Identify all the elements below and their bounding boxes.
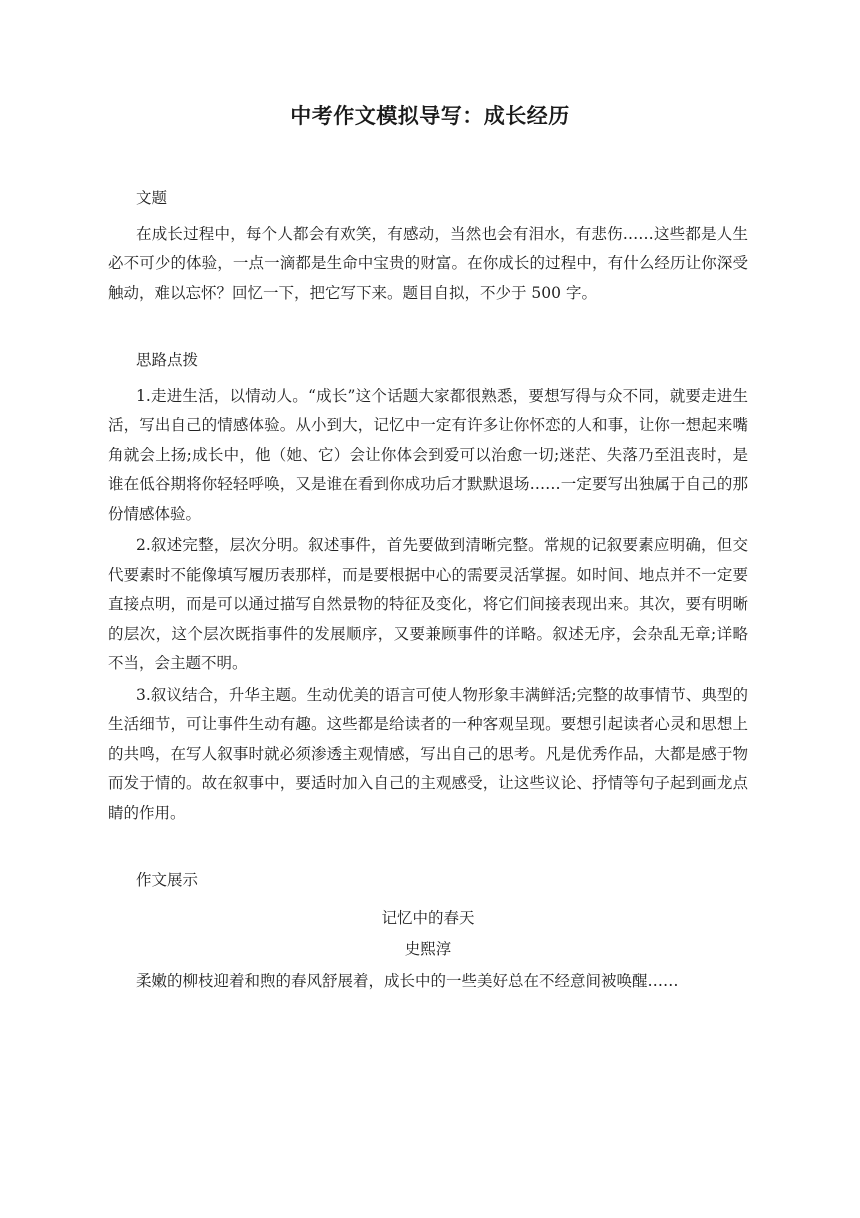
- section-heading-guidance: 思路点拨: [136, 351, 199, 369]
- prompt-body: 在成长过程中，每个人都会有欢笑，有感动，当然也会有泪水，有悲伤……这些都是人生必不可少的体验，一点一滴都是生命中宝贵的财富。在你成长的过程中，有什么经历让你深受触动，难以忘怀？回忆一下，把它写下来。题目自拟，不少于 500 字。: [108, 224, 748, 302]
- section-heading-prompt: 文题: [136, 189, 168, 207]
- essay-author: 史熙淳: [404, 940, 452, 958]
- section-spacer: [108, 308, 748, 346]
- guidance-point-2: 2.叙述完整，层次分明。叙述事件，首先要做到清晰完整。常规的记叙要素应明确，但交代要素时不能像填写履历表那样，而是要根据中心的需要灵活掌握。如时间、地点并不一定要直接点明，而是可以通过描写自然景物的特征及变化，将它们间接表现出来。其次，要有明晰的层次，这个层次既指事件的发展顺序，又要兼顾事件的详略。叙述无序，会杂乱无章;详略不当，会主题不明。: [108, 536, 748, 672]
- essay-title: 记忆中的春天: [381, 908, 475, 927]
- section-spacer: [108, 896, 748, 904]
- page-title: 中考作文模拟导写：成长经历: [290, 104, 570, 128]
- guidance-point-3: 3.叙议结合，升华主题。生动优美的语言可使人物形象丰满鲜活;完整的故事情节、典型的生活细节，可让事件生动有趣。这些都是给读者的一种客观呈现。要想引起读者心灵和思想上的共鸣，在写人叙事时就必须渗透主观情感，写出自己的思考。凡是优秀作品，大都是感于物而发于情的。故在叙事中，要适时加入自己的主观感受，让这些议论、抒情等句子起到画龙点睛的作用。: [108, 685, 748, 822]
- section-spacer: [108, 828, 748, 866]
- section-heading-essay: 作文展示: [136, 871, 199, 889]
- guidance-point-1: 1.走进生活，以情动人。“成长”这个话题大家都很熟悉，要想写得与众不同，就要走进生活，写出自己的情感体验。从小到大，记忆中一定有许多让你怀恋的人和事，让你一想起来嘴角就会上扬;成长中，他（她、它）会让你体会到爱可以治愈一切;迷茫、失落乃至沮丧时，是谁在低谷期将你轻轻呼唤，又是谁在看到你成功后才默默退场……一定要写出独属于自己的那份情感体验。: [108, 386, 748, 523]
- essay-opening: 柔嫩的柳枝迎着和煦的春风舒展着，成长中的一些美好总在不经意间被唤醒……: [136, 971, 679, 990]
- document-content: [108, 184, 748, 996]
